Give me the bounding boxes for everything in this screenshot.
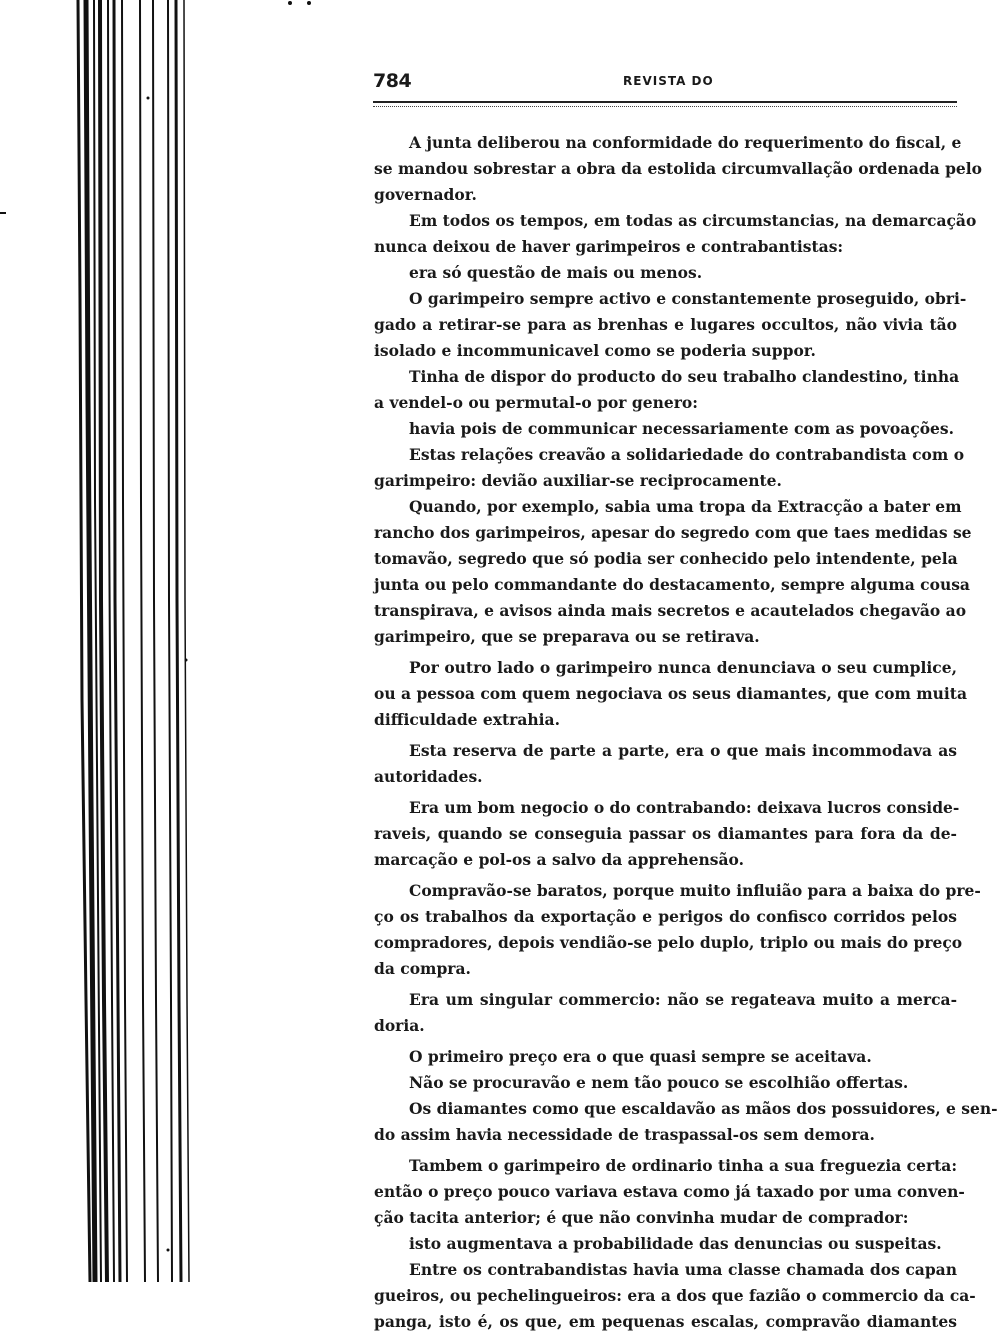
text-line: Estas relações creavão a solidariedade do contrabandista com o bbox=[409, 445, 965, 464]
text-line: isto augmentava a probabilidade das denuncias ou suspeitas. bbox=[409, 1234, 942, 1253]
text-line: então o preço pouco variava estava como já taxado por uma conven- bbox=[374, 1182, 965, 1201]
text-line: Tambem o garimpeiro de ordinario tinha a sua freguezia certa: bbox=[409, 1156, 958, 1175]
text-line: Compravão-se baratos, porque muito influião para a baixa do pre- bbox=[409, 881, 981, 900]
text-line: Era um singular commercio: não se regateava muito a merca- bbox=[409, 990, 957, 1009]
text-line: marcação e pol-os a salvo da apprehensão. bbox=[374, 850, 745, 869]
text-line: raveis, quando se conseguia passar os diamantes para fora da de- bbox=[374, 824, 957, 843]
text-line: difficuldade extrahia. bbox=[374, 710, 560, 729]
text-line: da compra. bbox=[374, 959, 471, 978]
text-line: se mandou sobrestar a obra da estolida circumvallação ordenada pelo bbox=[374, 159, 983, 178]
text-line: Quando, por exemplo, sabia uma tropa da Extracção a bater em bbox=[409, 497, 962, 516]
text-line: Entre os contrabandistas havia uma classe chamada dos capan bbox=[409, 1260, 957, 1279]
text-line: garimpeiro, que se preparava ou se retirava. bbox=[374, 627, 760, 646]
text-line: ção tacita anterior; é que não convinha mudar de comprador: bbox=[374, 1208, 909, 1227]
text-line: tomavão, segredo que só podia ser conhecido pelo intendente, pela bbox=[374, 549, 958, 568]
text-line: Por outro lado o garimpeiro nunca denunciava o seu cumplice, bbox=[409, 658, 957, 677]
body-text bbox=[374, 130, 998, 1335]
text-line: rancho dos garimpeiros, apesar do segredo com que taes medidas se bbox=[374, 523, 972, 542]
text-line: ou a pessoa com quem negociava os seus diamantes, que com muita bbox=[374, 684, 967, 703]
page-number: 784 bbox=[373, 70, 412, 92]
text-line: gado a retirar-se para as brenhas e lugares occultos, não vivia tão bbox=[374, 315, 957, 334]
text-line: Não se procuravão e nem tão pouco se escolhião offertas. bbox=[409, 1073, 909, 1092]
text-line: nunca deixou de haver garimpeiros e contrabantistas: bbox=[374, 237, 844, 256]
text-line: Esta reserva de parte a parte, era o que mais incommodava as bbox=[409, 741, 957, 760]
text-line: isolado e incommunicavel como se poderia suppor. bbox=[374, 341, 816, 360]
text-line: Tinha de dispor do producto do seu trabalho clandestino, tinha bbox=[409, 367, 960, 386]
text-line: governador. bbox=[374, 185, 477, 204]
header-rule bbox=[373, 101, 957, 107]
text-line: Os diamantes como que escaldavão as mãos dos possuidores, e sen- bbox=[409, 1099, 998, 1118]
text-line: panga, isto é, os que, em pequenas escalas, compravão diamantes bbox=[374, 1312, 957, 1331]
text-line: doria. bbox=[374, 1016, 425, 1035]
text-line: do assim havia necessidade de traspassal-os sem demora. bbox=[374, 1125, 875, 1144]
text-line: junta ou pelo commandante do destacamento, sempre alguma cousa bbox=[374, 575, 970, 594]
text-line: Em todos os tempos, em todas as circumstancias, na demarcação bbox=[409, 211, 977, 230]
text-line: era só questão de mais ou menos. bbox=[409, 263, 703, 282]
text-line: gueiros, ou pechelingueiros: era a dos que fazião o commercio da ca- bbox=[374, 1286, 976, 1305]
text-line: transpirava, e avisos ainda mais secretos e acautelados chegavão ao bbox=[374, 601, 967, 620]
text-line: O garimpeiro sempre activo e constantemente proseguido, obri- bbox=[409, 289, 967, 308]
text-line: Era um bom negocio o do contrabando: deixava lucros conside- bbox=[409, 798, 960, 817]
text-line: havia pois de communicar necessariamente com as povoações. bbox=[409, 419, 955, 438]
text-line: a vendel-o ou permutal-o por genero: bbox=[374, 393, 698, 412]
text-line: garimpeiro: devião auxiliar-se reciprocamente. bbox=[374, 471, 782, 490]
running-head: REVISTA DO bbox=[623, 74, 714, 88]
text-line: compradores, depois vendião-se pelo duplo, triplo ou mais do preço bbox=[374, 933, 963, 952]
page-header bbox=[373, 70, 955, 98]
text-line: O primeiro preço era o que quasi sempre se aceitava. bbox=[409, 1047, 872, 1066]
text-line: ço os trabalhos da exportação e perigos do confisco corridos pelos bbox=[374, 907, 957, 926]
book-gutter-edge bbox=[0, 0, 300, 1282]
text-line: autoridades. bbox=[374, 767, 483, 786]
text-line: A junta deliberou na conformidade do requerimento do fiscal, e bbox=[409, 133, 962, 152]
